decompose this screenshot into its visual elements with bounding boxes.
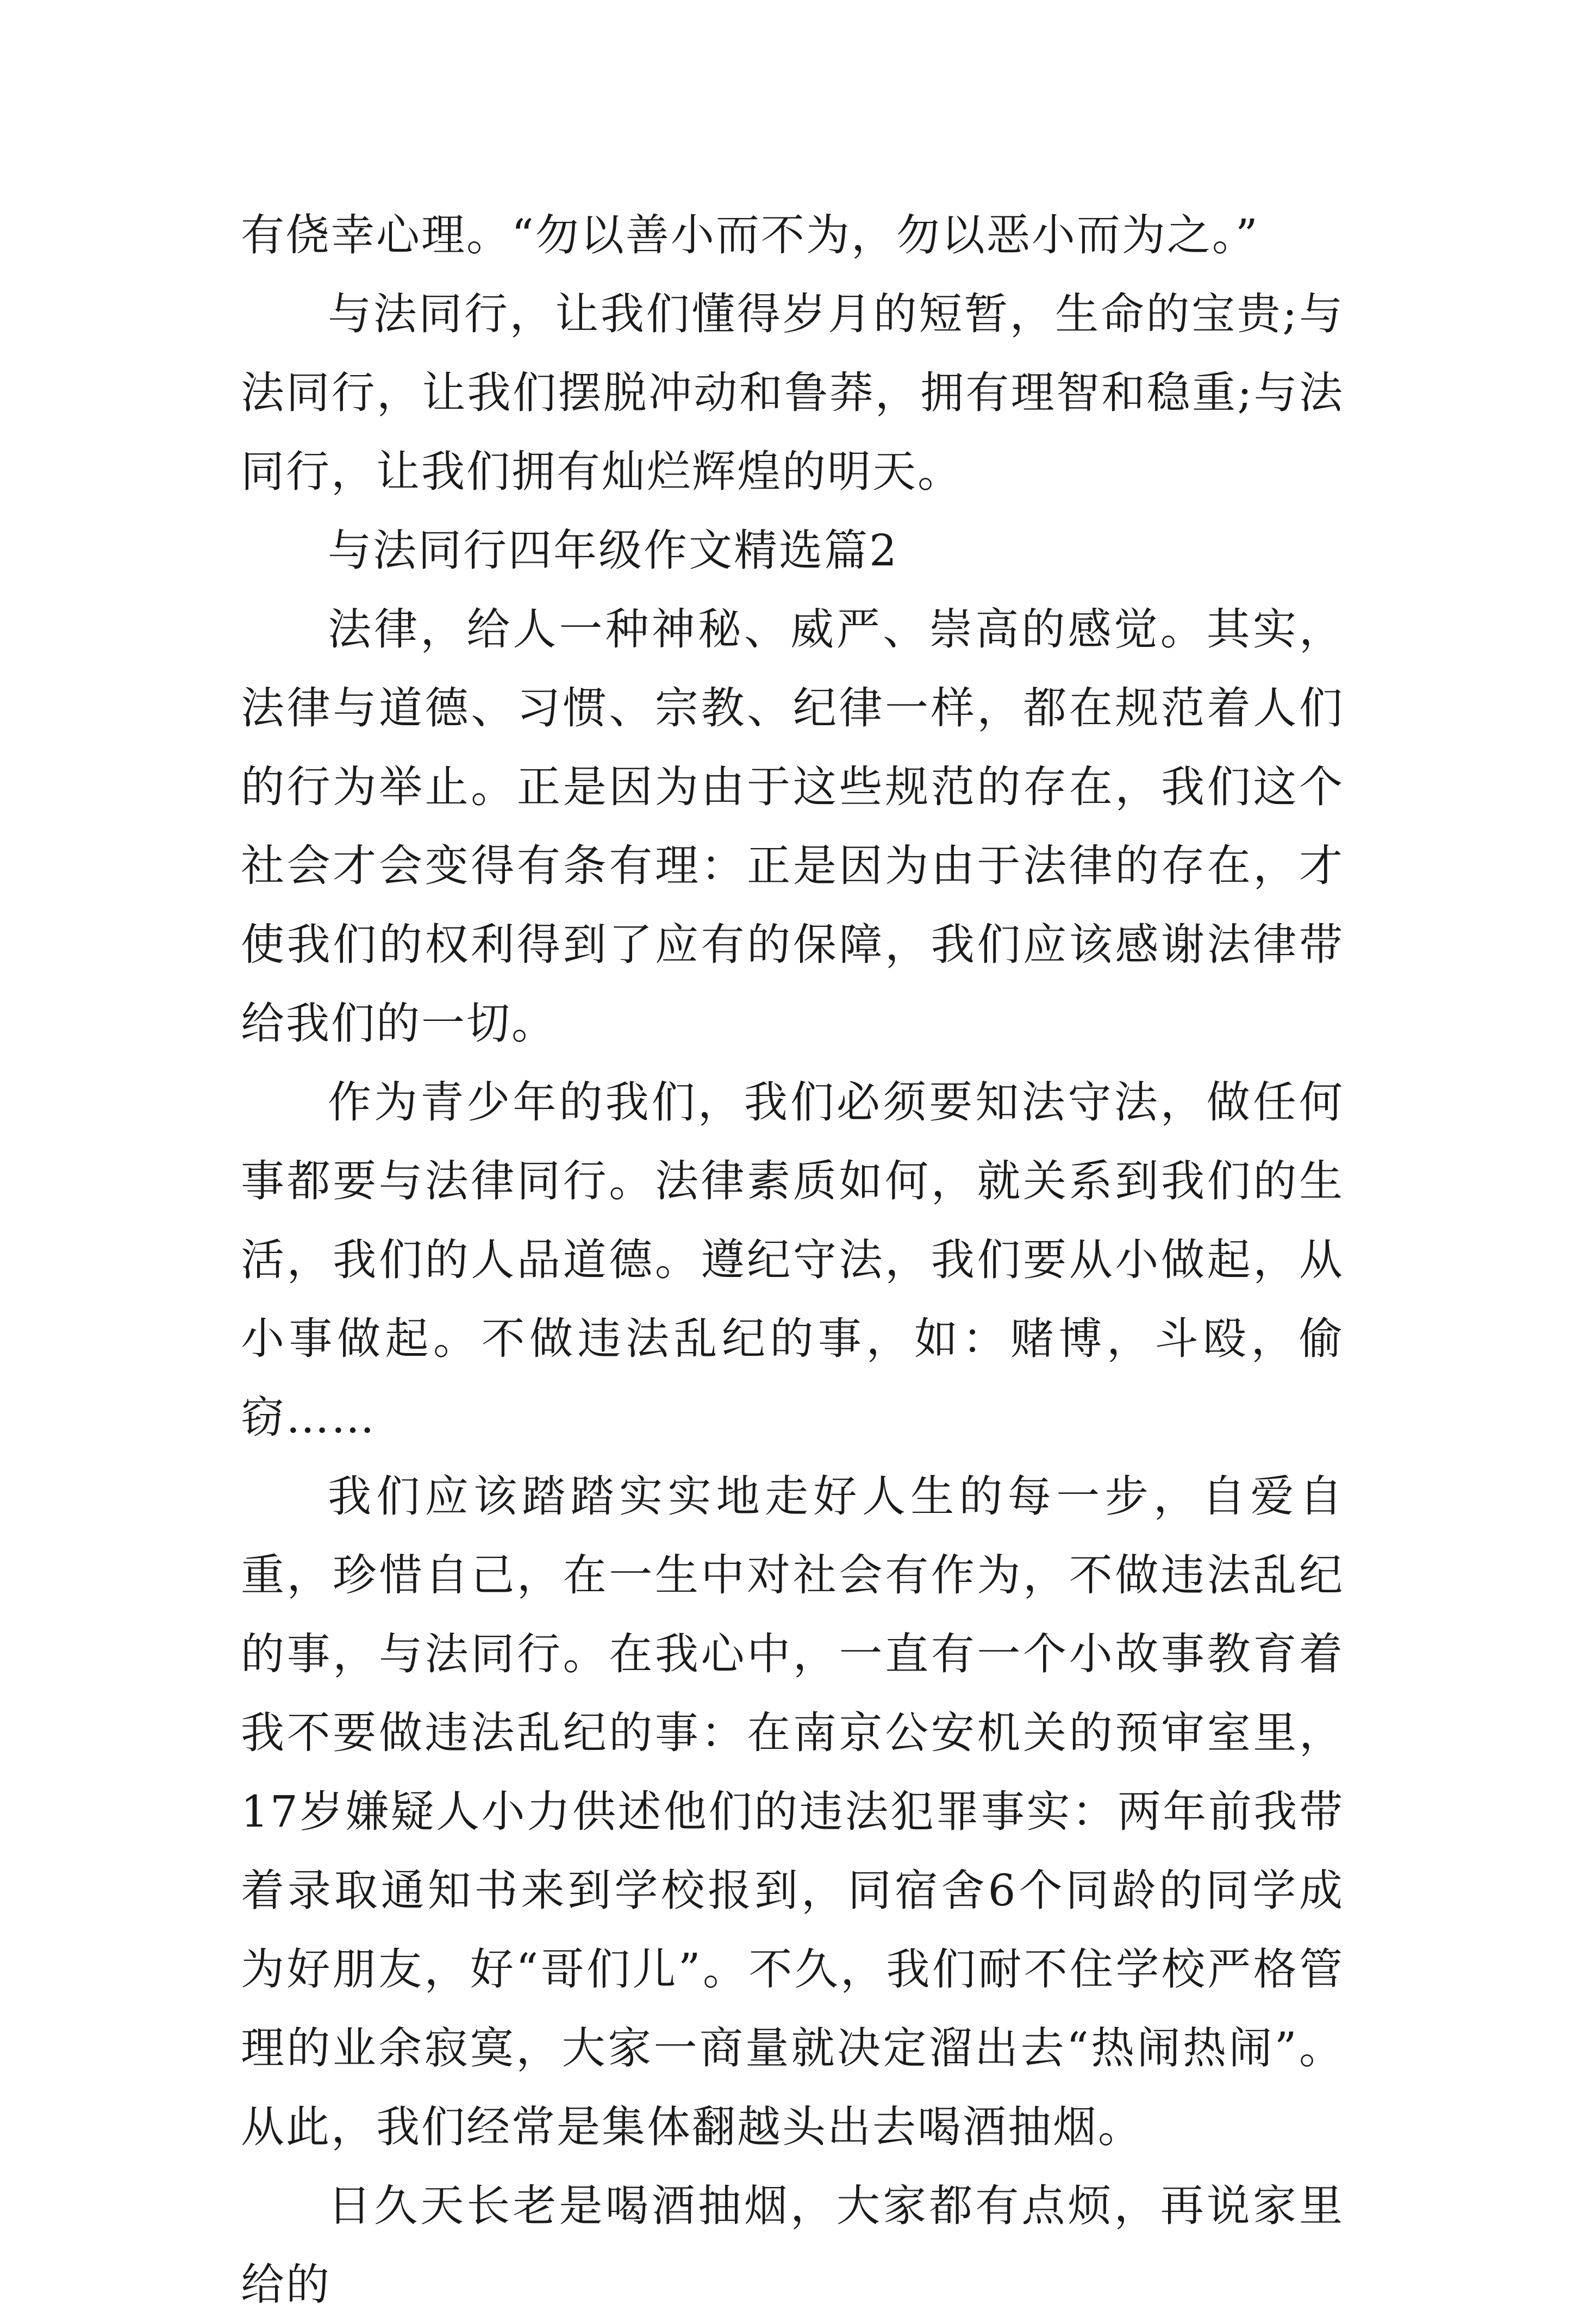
paragraph: 日久天长老是喝酒抽烟，大家都有点烦，再说家里给的 xyxy=(241,2180,1344,2310)
paragraph: 我们应该踏踏实实地走好人生的每一步，自爱自重，珍惜自己，在一生中对社会有作为，不做违法乱纪的事，与法同行。在我心中，一直有一个小故事教育着我不要做违法乱纪的事：在南京公安机关的预审室里，17岁嫌疑人小力供述他们的违法犯罪事实：两年前我带着录取通知书来到学校报到，同宿舍6个同龄的同学成为好朋友，好“哥们儿”。不久，我们耐不住学校严格管理的业余寂寞，大家一商量就决定溜出去“热闹热闹”。从此，我们经常是集体翻越头出去喝酒抽烟。 xyxy=(241,1471,1344,2152)
paragraph: 法律，给人一种神秘、威严、崇高的感觉。其实，法律与道德、习惯、宗教、纪律一样，都在规范着人们的行为举止。正是因为由于这些规范的存在，我们这个社会才会变得有条有理：正是因为由于法律的存在，才使我们的权利得到了应有的保障，我们应该感谢法律带给我们的一切。 xyxy=(241,604,1344,1049)
section-heading: 与法同行四年级作文精选篇2 xyxy=(328,525,898,576)
document-body xyxy=(241,196,1344,2324)
paragraph: 作为青少年的我们，我们必须要知法守法，做任何事都要与法律同行。法律素质如何，就关系到我们的生活，我们的人品道德。遵纪守法，我们要从小做起，从小事做起。不做违法乱纪的事，如：赌博，斗殴，偷窃…… xyxy=(241,1077,1344,1443)
paragraph-continuation: 有侥幸心理。“勿以善小而不为，勿以恶小而为之。” xyxy=(241,210,1259,260)
paragraph: 与法同行，让我们懂得岁月的短暂，生命的宝贵;与法同行，让我们摆脱冲动和鲁莽，拥有理智和稳重;与法同行，让我们拥有灿烂辉煌的明天。 xyxy=(241,289,1344,497)
